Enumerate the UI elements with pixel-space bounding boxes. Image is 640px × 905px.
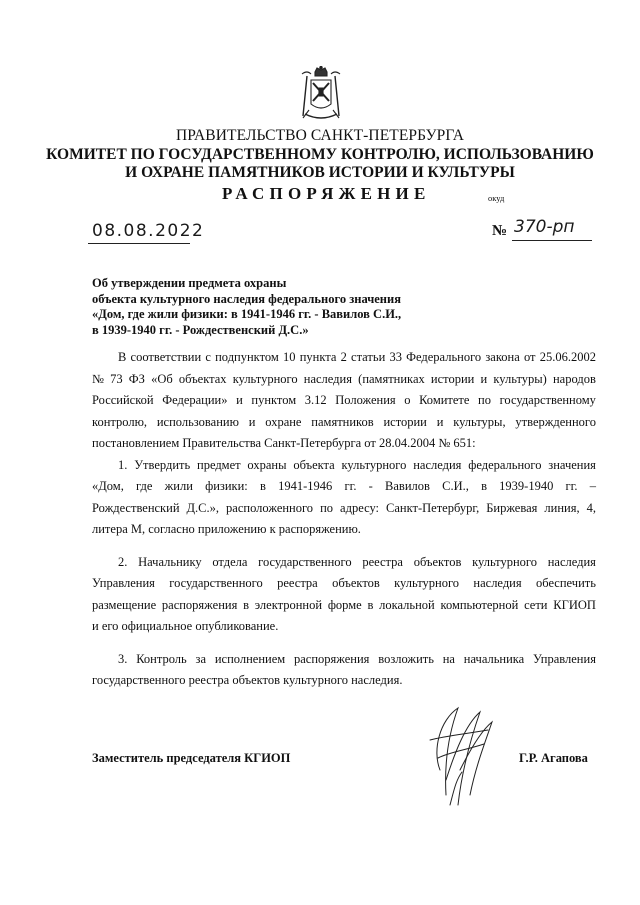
word: в [259, 479, 266, 493]
word: электронной [254, 597, 323, 612]
word: соответствии [130, 350, 202, 364]
word: 25.06.2002 [539, 350, 596, 364]
government-name: ПРАВИТЕЛЬСТВО САНКТ-ПЕТЕРБУРГА [175, 127, 465, 144]
word: и [248, 414, 256, 429]
document-title [92, 276, 452, 338]
word: расположенного [226, 500, 314, 515]
word: В [118, 350, 127, 364]
word: охране [265, 414, 302, 429]
number-sign: № [492, 223, 508, 239]
word: Начальнику [138, 554, 202, 569]
word: в [243, 597, 249, 612]
word: «Об [151, 371, 173, 386]
word: форме [327, 597, 362, 612]
word: наследия [303, 371, 352, 386]
word: Вавилов [385, 479, 430, 493]
word: Управления [92, 576, 155, 590]
word: КГИОП [553, 597, 596, 612]
word: гг. [344, 479, 357, 493]
coat-of-arms-emblem [299, 66, 343, 124]
word: статьи [351, 350, 386, 364]
word: 1941-1946 [278, 479, 333, 493]
signatory-position: Заместитель председателя КГИОП [92, 751, 291, 765]
word: контролю, [92, 414, 148, 429]
word: истории [383, 414, 427, 429]
number-underline [512, 240, 592, 241]
word: начальника [463, 651, 525, 666]
word: наследия [413, 457, 462, 472]
word: гг. [565, 479, 578, 493]
body-line [92, 412, 596, 434]
word: Комитете [419, 393, 470, 407]
word: наследия [547, 554, 596, 569]
word: Д.С.», [186, 500, 220, 515]
word: по [320, 500, 334, 515]
word: и [236, 393, 243, 407]
word: объекта [293, 457, 335, 472]
word: 3.12 [304, 393, 327, 407]
word: 33 [389, 350, 402, 364]
body-line [92, 573, 596, 595]
word: Положения [335, 393, 396, 407]
word: 2 [340, 350, 347, 364]
word: объектов [413, 554, 462, 569]
word: за [195, 651, 207, 666]
word: в [481, 479, 487, 493]
title-line: Об утверждении предмета охраны [92, 276, 287, 290]
word: культурного [232, 371, 298, 386]
word: по [478, 393, 491, 407]
word: объектах [178, 371, 227, 386]
word: Рождественский [92, 500, 180, 515]
document-body [92, 347, 596, 692]
word: Российской [92, 393, 154, 407]
committee-name-line1: КОМИТЕТ ПО ГОСУДАРСТВЕННОМУ КОНТРОЛЮ, ИСПОЛЬЗОВАНИЮ [46, 146, 594, 163]
word: охраны [247, 457, 287, 472]
word: культуры) [493, 371, 547, 386]
word: и [436, 414, 444, 429]
word: 73 [110, 371, 123, 386]
body-line [92, 476, 596, 498]
word: С.И., [442, 479, 469, 493]
body-line [92, 595, 596, 617]
handwritten-signature [410, 700, 505, 812]
word: жили [164, 479, 193, 493]
word: 2. [118, 554, 128, 569]
date-underline [88, 243, 190, 244]
committee-name-line2: И ОХРАНЕ ПАМЯТНИКОВ ИСТОРИИ И КУЛЬТУРЫ [125, 164, 515, 181]
word: адресу: [340, 500, 380, 515]
word: культурного [394, 576, 460, 590]
word: «Дом, [92, 479, 124, 493]
word: распоряжения [294, 651, 370, 666]
word: культуры, [453, 414, 506, 429]
body-line [92, 390, 596, 412]
word: 1939-1940 [499, 479, 554, 493]
word: распоряжения [161, 597, 238, 612]
document-date: 08.08.2022 [92, 221, 205, 241]
word: государственному [499, 393, 596, 407]
word: государственного [258, 554, 352, 569]
word: 4, [586, 500, 596, 515]
word: № [92, 371, 104, 386]
word: Управления [533, 651, 596, 666]
word: о [404, 393, 411, 407]
word: Федерального [406, 350, 482, 364]
body-line [92, 369, 596, 391]
word: культурного [472, 554, 537, 569]
word: 10 [283, 350, 296, 364]
body-line [92, 498, 596, 520]
paragraph-item-1 [92, 455, 596, 541]
word: истории [430, 371, 475, 386]
word: народов [552, 371, 596, 386]
word: наследия [473, 576, 522, 590]
word: (памятниках [358, 371, 425, 386]
word: подпунктом [215, 350, 279, 364]
word: в [367, 597, 374, 612]
body-line [92, 347, 596, 369]
word: культурного [341, 457, 407, 472]
word: пункта [299, 350, 337, 364]
paragraph-item-2 [92, 552, 596, 638]
word: линия, [544, 500, 580, 515]
title-line: в 1939-1940 гг. - Рождественский Д.С.» [92, 322, 309, 337]
body-line: и его официальное опубликование. [92, 619, 279, 633]
word: Санкт-Петербург, [386, 500, 480, 515]
word: Биржевая [486, 500, 538, 515]
word: возложить [378, 651, 434, 666]
signatory-name: Г.Р. Агапова [519, 751, 588, 765]
word: и [480, 371, 488, 386]
word: на [442, 651, 455, 666]
body-line [92, 649, 596, 671]
body-line: государственного реестра объектов культурного наследия. [92, 673, 403, 687]
paragraph-preamble [92, 347, 596, 455]
word: физики: [205, 479, 248, 493]
word: – [589, 479, 596, 493]
word: значения [548, 457, 596, 472]
paragraph-item-3 [92, 649, 596, 692]
document-type: РАСПОРЯЖЕНИЕ [222, 184, 431, 203]
document-number: 370-рп [514, 217, 575, 237]
word: исполнением [214, 651, 286, 666]
word: памятников [311, 414, 374, 429]
word: 3. [118, 651, 128, 666]
word: объектов [332, 576, 380, 590]
body-line [92, 552, 596, 574]
word: Федерации» [162, 393, 228, 407]
word: размещение [92, 597, 157, 612]
word: реестра [277, 576, 318, 590]
word: реестра [362, 554, 403, 569]
word: федерального [468, 457, 542, 472]
title-line: «Дом, где жили физики: в 1941-1946 гг. - Вавилов С.И., [92, 307, 402, 321]
title-line: объекта культурного наследия федерального значения [92, 291, 401, 306]
word: компьютерной [440, 597, 519, 612]
word: использованию [156, 414, 239, 429]
word: ФЗ [128, 371, 145, 386]
word: предмет [197, 457, 241, 472]
word: государственного [169, 576, 263, 590]
word: Контроль [136, 651, 187, 666]
word: Утвердить [134, 457, 191, 472]
word: закона [485, 350, 520, 364]
body-line: литера М, согласно приложению к распоряжению. [92, 522, 361, 536]
word: - [368, 479, 373, 493]
word: обеспечить [536, 576, 596, 590]
body-line [92, 455, 596, 477]
word: от [523, 350, 536, 364]
okud-label: окуд [488, 193, 505, 203]
word: 1. [118, 457, 128, 472]
body-line: постановлением Правительства Санкт-Петербурга от 28.04.2004 № 651: [92, 436, 476, 450]
word: отдела [212, 554, 248, 569]
word: пунктом [251, 393, 297, 407]
word: где [136, 479, 153, 493]
word: сети [524, 597, 548, 612]
word: с [205, 350, 211, 364]
word: локальной [379, 597, 435, 612]
word: утвержденного [515, 414, 596, 429]
